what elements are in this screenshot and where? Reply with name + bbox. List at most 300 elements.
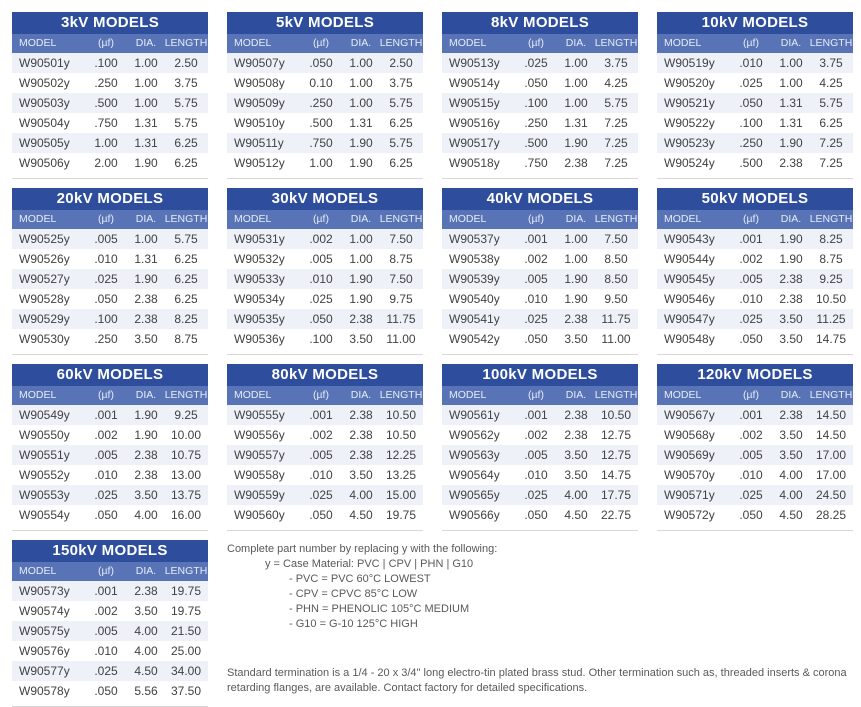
capacitance-uf: .100	[309, 332, 333, 346]
diameter: 1.00	[134, 232, 158, 246]
model-table-50kv	[657, 188, 853, 355]
model-number: W90559y	[234, 488, 285, 502]
model-number: W90549y	[19, 408, 70, 422]
table-header-row	[657, 386, 853, 405]
capacitance-uf: .750	[524, 156, 548, 170]
diameter: 4.00	[134, 508, 158, 522]
table-row	[657, 113, 853, 133]
capacitance-uf: .750	[94, 116, 118, 130]
model-number: W90535y	[234, 312, 285, 326]
length: 6.25	[174, 252, 198, 266]
model-table-150kv	[12, 540, 208, 707]
capacitance-uf: .025	[94, 664, 118, 678]
model-number: W90569y	[664, 448, 715, 462]
length: 7.25	[604, 136, 628, 150]
length: 9.50	[604, 292, 628, 306]
table-row	[12, 641, 208, 661]
diameter: 3.50	[349, 468, 373, 482]
capacitance-uf: .002	[739, 428, 763, 442]
length: 10.50	[600, 408, 632, 422]
length: 3.75	[389, 76, 413, 90]
length: 24.50	[815, 488, 847, 502]
column-header: LENGTH	[379, 389, 423, 401]
column-header: DIA.	[135, 389, 157, 401]
model-number: W90562y	[449, 428, 500, 442]
capacitance-uf: .005	[739, 272, 763, 286]
diameter: 1.31	[564, 116, 588, 130]
column-header: (µf)	[528, 37, 544, 49]
length: 14.50	[815, 428, 847, 442]
table-row	[442, 53, 638, 73]
capacitance-uf: .500	[739, 156, 763, 170]
table-row	[442, 329, 638, 349]
model-number: W90532y	[234, 252, 285, 266]
length: 7.25	[604, 156, 628, 170]
diameter: 1.90	[564, 272, 588, 286]
capacitance-uf: .750	[309, 136, 333, 150]
table-row	[227, 133, 423, 153]
diameter: 4.00	[349, 488, 373, 502]
length: 6.25	[174, 272, 198, 286]
length: 7.50	[389, 272, 413, 286]
table-row	[657, 465, 853, 485]
model-number: W90565y	[449, 488, 500, 502]
diameter: 1.00	[349, 96, 373, 110]
capacitance-uf: .050	[94, 508, 118, 522]
table-header-row	[12, 34, 208, 53]
diameter: 1.31	[779, 116, 803, 130]
model-table-20kv	[12, 188, 208, 355]
diameter: 1.90	[564, 292, 588, 306]
diameter: 2.38	[349, 448, 373, 462]
model-number: W90545y	[664, 272, 715, 286]
table-row	[227, 445, 423, 465]
diameter: 1.90	[349, 272, 373, 286]
model-number: W90521y	[664, 96, 715, 110]
length: 8.25	[174, 312, 198, 326]
length: 4.25	[819, 76, 843, 90]
length: 8.75	[389, 252, 413, 266]
table-title: 40kV MODELS	[442, 188, 638, 210]
model-number: W90572y	[664, 508, 715, 522]
diameter: 1.00	[349, 56, 373, 70]
column-header: MODEL	[19, 37, 57, 49]
length: 37.50	[170, 684, 202, 698]
capacitance-uf: .025	[524, 312, 548, 326]
capacitance-uf: .025	[739, 312, 763, 326]
column-header: MODEL	[449, 213, 487, 225]
diameter: 3.50	[779, 312, 803, 326]
diameter: 2.38	[564, 312, 588, 326]
table-header-row	[227, 386, 423, 405]
length: 14.75	[815, 332, 847, 346]
table-row	[442, 505, 638, 525]
length: 6.25	[389, 116, 413, 130]
diameter: 1.31	[134, 116, 158, 130]
table-row	[12, 269, 208, 289]
capacitance-uf: .005	[524, 272, 548, 286]
note-bullet-g10: - G10 = G-10 125°C HIGH	[289, 618, 418, 630]
table-row	[12, 425, 208, 445]
column-header: DIA.	[780, 389, 802, 401]
capacitance-uf: .010	[739, 292, 763, 306]
model-number: W90534y	[234, 292, 285, 306]
column-header: (µf)	[528, 213, 544, 225]
length: 8.50	[604, 272, 628, 286]
capacitance-uf: .025	[524, 488, 548, 502]
table-row	[442, 485, 638, 505]
table-title: 10kV MODELS	[657, 12, 853, 34]
table-row	[657, 53, 853, 73]
diameter: 2.38	[134, 312, 158, 326]
diameter: 3.50	[564, 332, 588, 346]
column-header: MODEL	[234, 213, 272, 225]
diameter: 1.90	[349, 136, 373, 150]
table-row	[227, 249, 423, 269]
capacitance-uf: .050	[94, 292, 118, 306]
model-number: W90505y	[19, 136, 70, 150]
model-number: W90504y	[19, 116, 70, 130]
model-number: W90548y	[664, 332, 715, 346]
length: 2.50	[174, 56, 198, 70]
length: 19.75	[385, 508, 417, 522]
model-number: W90513y	[449, 56, 500, 70]
model-number: W90563y	[449, 448, 500, 462]
length: 5.75	[389, 96, 413, 110]
table-row	[227, 53, 423, 73]
column-header: LENGTH	[164, 213, 208, 225]
capacitance-uf: .001	[309, 408, 333, 422]
length: 11.25	[816, 312, 846, 326]
table-row	[12, 581, 208, 601]
column-header: (µf)	[313, 37, 329, 49]
capacitance-uf: .025	[309, 292, 333, 306]
capacitance-uf: .005	[309, 448, 333, 462]
table-row	[442, 249, 638, 269]
length: 19.75	[170, 604, 202, 618]
model-number: W90525y	[19, 232, 70, 246]
length: 3.75	[604, 56, 628, 70]
table-header-row	[227, 34, 423, 53]
capacitance-uf: .010	[524, 468, 548, 482]
table-row	[227, 309, 423, 329]
table-row	[442, 309, 638, 329]
capacitance-uf: .050	[524, 76, 548, 90]
model-number: W90514y	[449, 76, 500, 90]
table-row	[657, 329, 853, 349]
table-row	[12, 405, 208, 425]
column-header: DIA.	[135, 213, 157, 225]
diameter: 2.38	[349, 312, 373, 326]
diameter: 1.00	[564, 76, 588, 90]
model-number: W90571y	[664, 488, 715, 502]
diameter: 2.38	[779, 156, 803, 170]
diameter: 1.31	[779, 96, 803, 110]
model-number: W90576y	[19, 644, 70, 658]
column-header: DIA.	[780, 213, 802, 225]
model-number: W90520y	[664, 76, 715, 90]
diameter: 1.00	[349, 232, 373, 246]
note-bullet-pvc: - PVC = PVC 60°C LOWEST	[289, 573, 431, 585]
model-table-30kv	[227, 188, 423, 355]
diameter: 3.50	[779, 448, 803, 462]
length: 11.00	[386, 332, 416, 346]
table-header-row	[12, 210, 208, 229]
table-title: 100kV MODELS	[442, 364, 638, 386]
diameter: 1.00	[564, 96, 588, 110]
length: 25.00	[170, 644, 202, 658]
model-number: W90502y	[19, 76, 70, 90]
capacitance-uf: .001	[94, 408, 118, 422]
table-title: 20kV MODELS	[12, 188, 208, 210]
capacitance-uf: .002	[524, 252, 548, 266]
model-number: W90538y	[449, 252, 500, 266]
diameter: 1.00	[564, 232, 588, 246]
length: 12.75	[600, 448, 632, 462]
capacitance-uf: .005	[94, 448, 118, 462]
table-row	[657, 405, 853, 425]
diameter: 1.00	[564, 56, 588, 70]
table-row	[12, 153, 208, 173]
model-number: W90523y	[664, 136, 715, 150]
table-row	[12, 621, 208, 641]
table-row	[12, 229, 208, 249]
notes-block	[227, 540, 853, 696]
diameter: 4.00	[779, 468, 803, 482]
capacitance-uf: .010	[94, 644, 118, 658]
diameter: 1.90	[779, 136, 803, 150]
model-number: W90561y	[449, 408, 500, 422]
table-row	[657, 309, 853, 329]
length: 7.25	[604, 116, 628, 130]
model-number: W90543y	[664, 232, 715, 246]
diameter: 1.31	[349, 116, 373, 130]
diameter: 2.38	[564, 428, 588, 442]
model-table-3kv	[12, 12, 208, 179]
capacitance-uf: .010	[739, 468, 763, 482]
model-number: W90568y	[664, 428, 715, 442]
diameter: 3.50	[779, 332, 803, 346]
diameter: 1.90	[134, 408, 158, 422]
length: 19.75	[170, 584, 202, 598]
diameter: 3.50	[779, 428, 803, 442]
length: 11.75	[601, 312, 631, 326]
table-title: 30kV MODELS	[227, 188, 423, 210]
capacitance-uf: .500	[524, 136, 548, 150]
column-header: (µf)	[98, 37, 114, 49]
length: 6.25	[389, 156, 413, 170]
diameter: 2.38	[349, 408, 373, 422]
length: 15.00	[385, 488, 417, 502]
table-row	[12, 329, 208, 349]
length: 8.75	[174, 332, 198, 346]
model-number: W90528y	[19, 292, 70, 306]
table-row	[657, 445, 853, 465]
table-title: 8kV MODELS	[442, 12, 638, 34]
table-row	[657, 133, 853, 153]
diameter: 4.00	[564, 488, 588, 502]
diameter: 1.00	[564, 252, 588, 266]
diameter: 2.38	[134, 468, 158, 482]
table-title: 80kV MODELS	[227, 364, 423, 386]
note-intro: Complete part number by replacing y with the following:	[227, 543, 498, 555]
length: 5.75	[174, 232, 198, 246]
diameter: 4.50	[134, 664, 158, 678]
diameter: 2.38	[564, 408, 588, 422]
model-number: W90570y	[664, 468, 715, 482]
model-table-10kv	[657, 12, 853, 179]
capacitance-uf: .100	[524, 96, 548, 110]
length: 13.25	[385, 468, 417, 482]
capacitance-uf: .050	[739, 96, 763, 110]
length: 10.75	[170, 448, 202, 462]
diameter: 5.56	[134, 684, 158, 698]
column-header: DIA.	[780, 37, 802, 49]
diameter: 1.00	[134, 56, 158, 70]
column-header: MODEL	[19, 565, 57, 577]
table-header-row	[442, 386, 638, 405]
length: 28.25	[815, 508, 847, 522]
capacitance-uf: .001	[739, 408, 763, 422]
table-row	[12, 661, 208, 681]
column-header: DIA.	[135, 37, 157, 49]
diameter: 2.38	[134, 448, 158, 462]
column-header: LENGTH	[809, 213, 853, 225]
length: 5.75	[174, 116, 198, 130]
length: 7.50	[604, 232, 628, 246]
diameter: 1.31	[134, 252, 158, 266]
table-row	[657, 505, 853, 525]
capacitance-uf: .100	[94, 56, 118, 70]
table-row	[12, 289, 208, 309]
capacitance-uf: .025	[524, 56, 548, 70]
diameter: 3.50	[564, 448, 588, 462]
diameter: 4.00	[134, 624, 158, 638]
model-number: W90556y	[234, 428, 285, 442]
table-row	[657, 485, 853, 505]
note-bullet-cpv: - CPV = CPVC 85°C LOW	[289, 588, 418, 600]
capacitance-uf: .002	[94, 428, 118, 442]
length: 5.75	[604, 96, 628, 110]
length: 10.50	[385, 408, 417, 422]
length: 8.75	[819, 252, 843, 266]
table-row	[12, 133, 208, 153]
diameter: 3.50	[134, 332, 158, 346]
model-number: W90537y	[449, 232, 500, 246]
table-row	[657, 425, 853, 445]
capacitance-uf: .250	[94, 76, 118, 90]
capacitance-uf: .100	[739, 116, 763, 130]
table-row	[227, 93, 423, 113]
length: 17.75	[600, 488, 632, 502]
capacitance-uf: .010	[739, 56, 763, 70]
diameter: 2.38	[564, 156, 588, 170]
capacitance-uf: .005	[94, 232, 118, 246]
capacitance-uf: .010	[94, 252, 118, 266]
capacitance-uf: .500	[309, 116, 333, 130]
table-row	[442, 93, 638, 113]
table-row	[12, 93, 208, 113]
length: 5.75	[819, 96, 843, 110]
model-number: W90553y	[19, 488, 70, 502]
capacitance-uf: .001	[739, 232, 763, 246]
column-header: LENGTH	[594, 213, 638, 225]
column-header: (µf)	[313, 213, 329, 225]
model-number: W90554y	[19, 508, 70, 522]
table-row	[442, 445, 638, 465]
diameter: 1.90	[134, 272, 158, 286]
length: 8.25	[819, 232, 843, 246]
model-number: W90533y	[234, 272, 285, 286]
length: 2.50	[389, 56, 413, 70]
column-header: (µf)	[743, 213, 759, 225]
table-row	[227, 505, 423, 525]
model-number: W90558y	[234, 468, 285, 482]
table-row	[442, 229, 638, 249]
model-number: W90575y	[19, 624, 70, 638]
column-header: DIA.	[350, 37, 372, 49]
table-row	[12, 53, 208, 73]
table-row	[227, 229, 423, 249]
capacitance-uf: .010	[524, 292, 548, 306]
model-number: W90531y	[234, 232, 285, 246]
column-header: MODEL	[449, 389, 487, 401]
capacitance-uf: .250	[739, 136, 763, 150]
table-row	[12, 73, 208, 93]
model-number: W90508y	[234, 76, 285, 90]
diameter: 2.38	[134, 292, 158, 306]
table-row	[12, 601, 208, 621]
model-number: W90529y	[19, 312, 70, 326]
diameter: 1.31	[134, 136, 158, 150]
capacitance-uf: .005	[94, 624, 118, 638]
table-row	[657, 249, 853, 269]
capacitance-uf: .001	[524, 232, 548, 246]
capacitance-uf: .001	[94, 584, 118, 598]
diameter: 1.00	[349, 76, 373, 90]
table-row	[657, 73, 853, 93]
length: 6.25	[174, 136, 198, 150]
column-header: (µf)	[528, 389, 544, 401]
diameter: 4.00	[134, 644, 158, 658]
model-number: W90516y	[449, 116, 500, 130]
length: 9.25	[174, 408, 198, 422]
capacitance-uf: .025	[94, 488, 118, 502]
table-title: 60kV MODELS	[12, 364, 208, 386]
column-header: MODEL	[664, 37, 702, 49]
capacitance-uf: .002	[309, 428, 333, 442]
column-header: DIA.	[350, 213, 372, 225]
capacitance-uf: .050	[739, 332, 763, 346]
capacitance-uf: 2.00	[94, 156, 118, 170]
diameter: 1.90	[134, 156, 158, 170]
model-number: W90560y	[234, 508, 285, 522]
model-number: W90527y	[19, 272, 70, 286]
diameter: 1.90	[134, 428, 158, 442]
capacitance-uf: .050	[309, 56, 333, 70]
diameter: 3.50	[564, 468, 588, 482]
diameter: 2.38	[779, 272, 803, 286]
diameter: 4.50	[779, 508, 803, 522]
capacitance-uf: .010	[309, 272, 333, 286]
length: 11.00	[601, 332, 631, 346]
column-header: LENGTH	[379, 213, 423, 225]
model-table-5kv	[227, 12, 423, 179]
column-header: DIA.	[565, 37, 587, 49]
table-row	[227, 405, 423, 425]
table-title: 50kV MODELS	[657, 188, 853, 210]
length: 7.25	[819, 156, 843, 170]
